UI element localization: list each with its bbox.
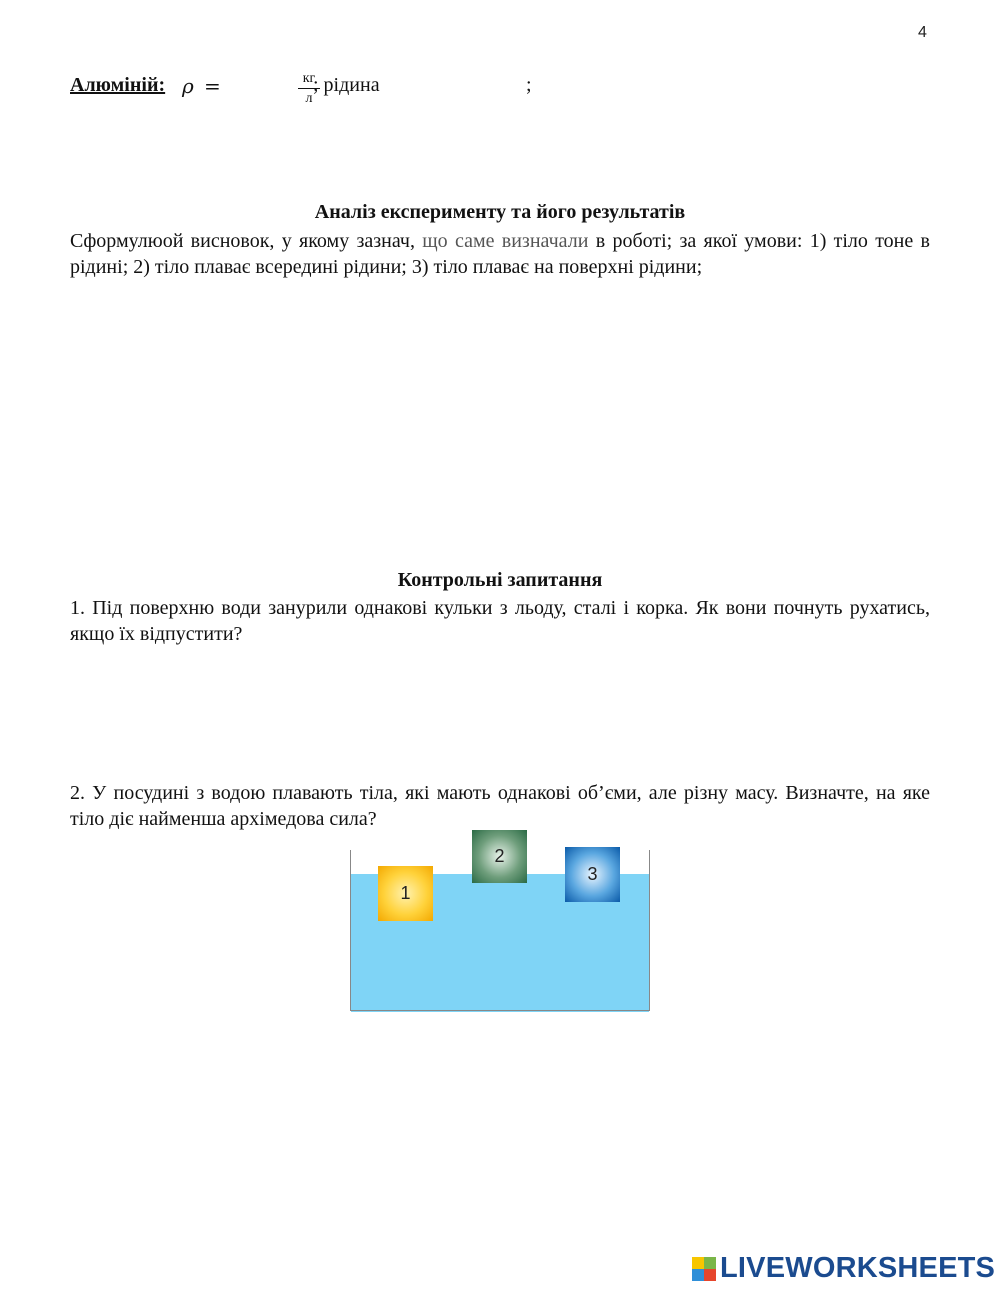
analysis-heading: Аналіз експерименту та його результатів xyxy=(314,201,686,223)
unit-denominator: л xyxy=(305,91,313,106)
analysis-text-start: Сформулюой висновок, у якому зазнач, xyxy=(70,230,423,252)
logo-square-1 xyxy=(692,1257,704,1269)
equals-sign: = xyxy=(204,74,221,98)
page-number: 4 xyxy=(918,24,927,41)
body-block-3: 3 xyxy=(565,847,620,902)
unit-numerator: кг xyxy=(302,71,316,86)
body-block-2: 2 xyxy=(472,830,527,883)
liveworksheets-brand xyxy=(692,1252,995,1285)
analysis-text-muted: що саме визначали xyxy=(422,230,589,252)
control-questions-heading: Контрольні запитання xyxy=(397,569,603,591)
logo-square-4 xyxy=(704,1269,716,1281)
line-end-semicolon: ; xyxy=(526,74,532,96)
body-block-1: 1 xyxy=(378,866,433,921)
question-2: 2. У посудині з водою плавають тіла, які мають однакові об’єми, але різну масу. Визначте, на яке тіло діє найменша архімедова сила? xyxy=(70,782,930,830)
liveworksheets-logo-icon xyxy=(692,1257,716,1281)
aluminum-label: Алюміній: xyxy=(70,74,166,96)
liquid-label: ; рідина xyxy=(313,74,380,96)
logo-square-3 xyxy=(692,1269,704,1281)
question-1: 1. Під поверхню води занурили однакові кульки з льоду, сталі і корка. Як вони почнуть рухатись, якщо їх відпустити? xyxy=(70,597,930,645)
analysis-paragraph xyxy=(70,228,930,280)
logo-square-2 xyxy=(704,1257,716,1269)
analysis-text-end: в роботі; за якої умови: 1) тіло тоне в рідині; 2) тіло плаває всередині рідини; 3) тіло плаває на поверхні рідини; xyxy=(70,230,930,278)
brand-text: LIVEWORKSHEETS xyxy=(720,1252,996,1284)
rho-symbol: ρ xyxy=(182,74,194,98)
